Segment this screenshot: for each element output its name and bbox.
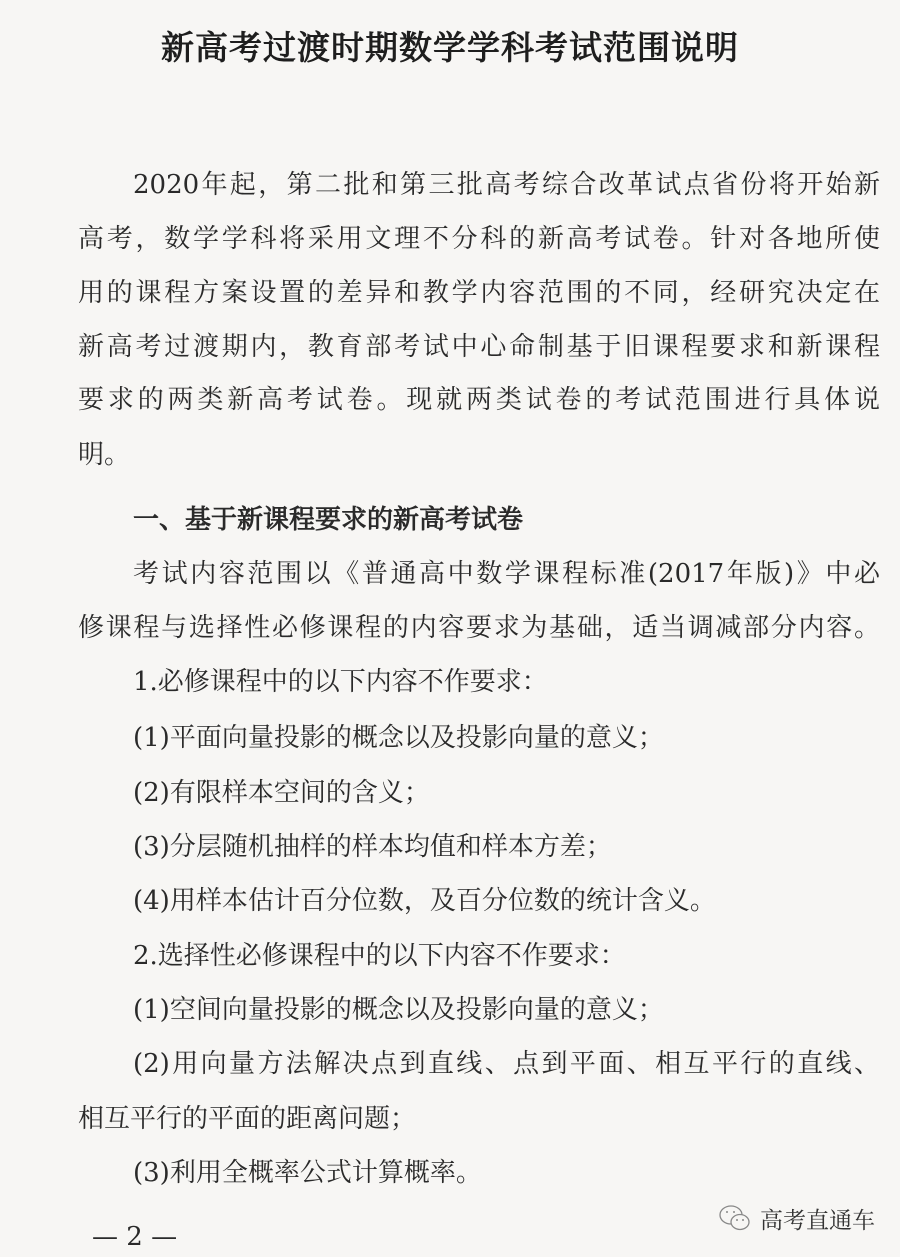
list-item: (1)平面向量投影的概念以及投影向量的意义； (133, 723, 664, 753)
subsection-heading: 2.选择性必修课程中的以下内容不作要求： (133, 941, 626, 971)
paragraph-line: 修课程与选择性必修课程的内容要求为基础，适当调减部分内容。 (78, 613, 880, 643)
paragraph-line: 高考，数学学科将采用文理不分科的新高考试卷。针对各地所使 (78, 224, 880, 254)
paragraph-line: 考试内容范围以《普通高中数学课程标准(2017年版)》中必 (133, 559, 880, 589)
wechat-icon (718, 1204, 752, 1234)
document-title: 新高考过渡时期数学学科考试范围说明 (161, 28, 739, 67)
list-item: (3)利用全概率公式计算概率。 (133, 1158, 482, 1188)
list-item: (2)用向量方法解决点到直线、点到平面、相互平行的直线、 (133, 1049, 880, 1079)
list-item: (4)用样本估计百分位数，及百分位数的统计含义。 (133, 886, 716, 916)
subsection-heading: 1.必修课程中的以下内容不作要求： (133, 667, 548, 697)
paragraph-line: 新高考过渡期内，教育部考试中心命制基于旧课程要求和新课程 (78, 332, 880, 362)
list-item: (2)有限样本空间的含义； (133, 778, 430, 808)
paragraph-line: 用的课程方案设置的差异和教学内容范围的不同，经研究决定在 (78, 278, 880, 308)
watermark (718, 1202, 875, 1235)
list-item: (1)空间向量投影的概念以及投影向量的意义； (133, 995, 664, 1025)
paragraph-line: 2020年起，第二批和第三批高考综合改革试点省份将开始新 (133, 170, 880, 200)
paragraph-line: 明。 (78, 440, 131, 470)
watermark-text: 高考直通车 (760, 1208, 875, 1234)
paragraph-line: 要求的两类新高考试卷。现就两类试卷的考试范围进行具体说 (78, 385, 880, 415)
section-heading: 一、基于新课程要求的新高考试卷 (133, 505, 524, 535)
list-item: 相互平行的平面的距离问题； (78, 1104, 417, 1134)
list-item: (3)分层随机抽样的样本均值和样本方差； (133, 832, 612, 862)
page-number: — 2 — (92, 1222, 178, 1252)
